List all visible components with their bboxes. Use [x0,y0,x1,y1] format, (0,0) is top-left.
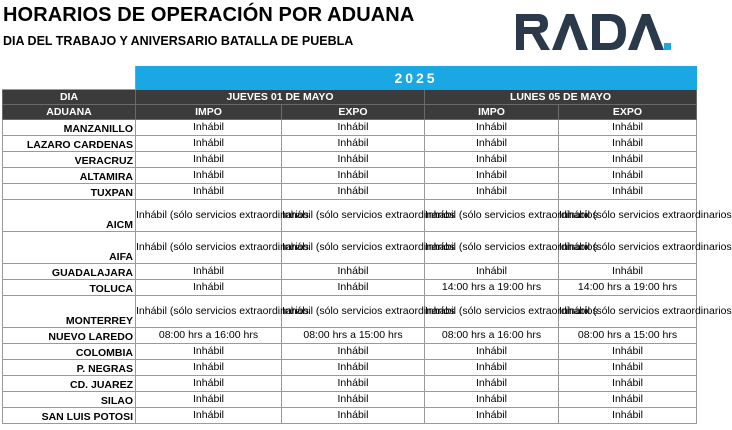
schedule-cell: Inhábil (sólo servicios extraordinarios [559,200,697,232]
schedule-cell: Inhábil [282,152,425,168]
aduana-name: SAN LUIS POTOSI [3,408,136,424]
schedule-cell: Inhábil [425,152,559,168]
schedule-cell: Inhábil (sólo servicios extraordinarios [559,296,697,328]
schedule-cell: Inhábil [559,152,697,168]
schedule-cell: Inhábil [559,168,697,184]
schedule-cell: Inhábil [282,120,425,136]
schedule-cell: Inhábil [136,280,282,296]
schedule-cell: Inhábil (sólo servicios extraordinarios [136,232,282,264]
table-row [3,408,697,424]
page-subtitle: DIA DEL TRABAJO Y ANIVERSARIO BATALLA DE PUEBLA [3,34,354,48]
table-row [3,232,697,264]
aduana-name: MANZANILLO [3,120,136,136]
schedule-cell: Inhábil [425,120,559,136]
page-title: HORARIOS DE OPERACIÓN POR ADUANA [3,4,415,26]
aduana-name: CD. JUAREZ [3,376,136,392]
schedule-cell: Inhábil [559,264,697,280]
table-row [3,376,697,392]
schedule-cell: Inhábil (sólo servicios extraordinarios [282,200,425,232]
aduana-name: SILAO [3,392,136,408]
table-row [3,264,697,280]
schedule-cell: Inhábil [282,360,425,376]
schedule-cell: 08:00 hrs a 15:00 hrs [282,328,425,344]
aduana-name: TUXPAN [3,184,136,200]
schedule-cell: Inhábil [136,136,282,152]
table-row [3,136,697,152]
schedule-cell: 14:00 hrs a 19:00 hrs [559,280,697,296]
schedule-cell: Inhábil [136,344,282,360]
schedule-cell: Inhábil [136,392,282,408]
schedule-cell: Inhábil (sólo servicios extraordinarios [425,232,559,264]
schedule-cell: Inhábil [425,344,559,360]
schedule-cell: Inhábil [282,184,425,200]
day-header-2: LUNES 05 DE MAYO [425,90,697,105]
schedule-cell: Inhábil [136,408,282,424]
schedule-cell: Inhábil [282,280,425,296]
schedule-cell: Inhábil [425,184,559,200]
expo-header: EXPO [559,105,697,120]
aduana-name: ALTAMIRA [3,168,136,184]
schedule-cell: Inhábil [425,136,559,152]
aduana-name: COLOMBIA [3,344,136,360]
table-row [3,200,697,232]
aduana-name: AICM [3,200,136,232]
blank-corner [3,67,136,90]
schedule-cell: Inhábil (sólo servicios extraordinarios [282,296,425,328]
aduana-name: VERACRUZ [3,152,136,168]
table-row [3,344,697,360]
schedule-cell: Inhábil [425,168,559,184]
day-header-1: JUEVES 01 DE MAYO [136,90,425,105]
year-header: 2025 [136,67,697,90]
aduana-name: LAZARO CARDENAS [3,136,136,152]
schedule-cell: Inhábil (sólo servicios extraordinarios [425,200,559,232]
schedule-cell: Inhábil [282,408,425,424]
dia-header: DIA [3,90,136,105]
schedule-cell: Inhábil [136,168,282,184]
schedule-cell: Inhábil [136,152,282,168]
schedule-cell: Inhábil [425,376,559,392]
aduana-name: AIFA [3,232,136,264]
schedule-table [2,66,732,424]
schedule-cell: 08:00 hrs a 16:00 hrs [425,328,559,344]
table-row [3,152,697,168]
radar-logo [512,8,688,54]
aduana-header: ADUANA [3,105,136,120]
schedule-cell: Inhábil [559,376,697,392]
schedule-cell: Inhábil [136,376,282,392]
impo-header: IMPO [425,105,559,120]
schedule-cell: Inhábil [559,360,697,376]
schedule-cell: Inhábil (sólo servicios extraordinarios [425,296,559,328]
schedule-cell: Inhábil [282,344,425,360]
schedule-cell: Inhábil [136,360,282,376]
schedule-cell: 14:00 hrs a 19:00 hrs [425,280,559,296]
schedule-cell: 08:00 hrs a 15:00 hrs [559,328,697,344]
schedule-cell: Inhábil [559,136,697,152]
schedule-cell: Inhábil (sólo servicios extraordinarios [282,232,425,264]
schedule-cell: Inhábil (sólo servicios extraordinarios [559,232,697,264]
schedule-cell: Inhábil [425,360,559,376]
schedule-cell: Inhábil [559,120,697,136]
table-row [3,296,697,328]
table-row [3,392,697,408]
aduana-name: MONTERREY [3,296,136,328]
schedule-cell: Inhábil [559,392,697,408]
schedule-cell: Inhábil [425,408,559,424]
table-row [3,184,697,200]
aduana-name: TOLUCA [3,280,136,296]
impo-header: IMPO [136,105,282,120]
schedule-cell: Inhábil (sólo servicios extraordinarios [136,296,282,328]
schedule-cell: Inhábil [559,408,697,424]
schedule-cell: Inhábil [282,168,425,184]
schedule-cell: Inhábil (sólo servicios extraordinarios [136,200,282,232]
schedule-cell: Inhábil [559,344,697,360]
aduana-name: GUADALAJARA [3,264,136,280]
schedule-cell: Inhábil [559,184,697,200]
aduana-name: NUEVO LAREDO [3,328,136,344]
table-row [3,120,697,136]
schedule-cell: Inhábil [136,264,282,280]
schedule-cell: Inhábil [425,392,559,408]
schedule-cell: Inhábil [136,184,282,200]
schedule-cell: Inhábil [136,120,282,136]
expo-header: EXPO [282,105,425,120]
table-row [3,168,697,184]
schedule-cell: Inhábil [282,264,425,280]
schedule-cell: Inhábil [282,136,425,152]
schedule-cell: Inhábil [282,392,425,408]
schedule-cell: Inhábil [425,264,559,280]
table-row [3,280,697,296]
schedule-cell: Inhábil [282,376,425,392]
table-row [3,360,697,376]
aduana-name: P. NEGRAS [3,360,136,376]
schedule-cell: 08:00 hrs a 16:00 hrs [136,328,282,344]
table-row [3,328,697,344]
